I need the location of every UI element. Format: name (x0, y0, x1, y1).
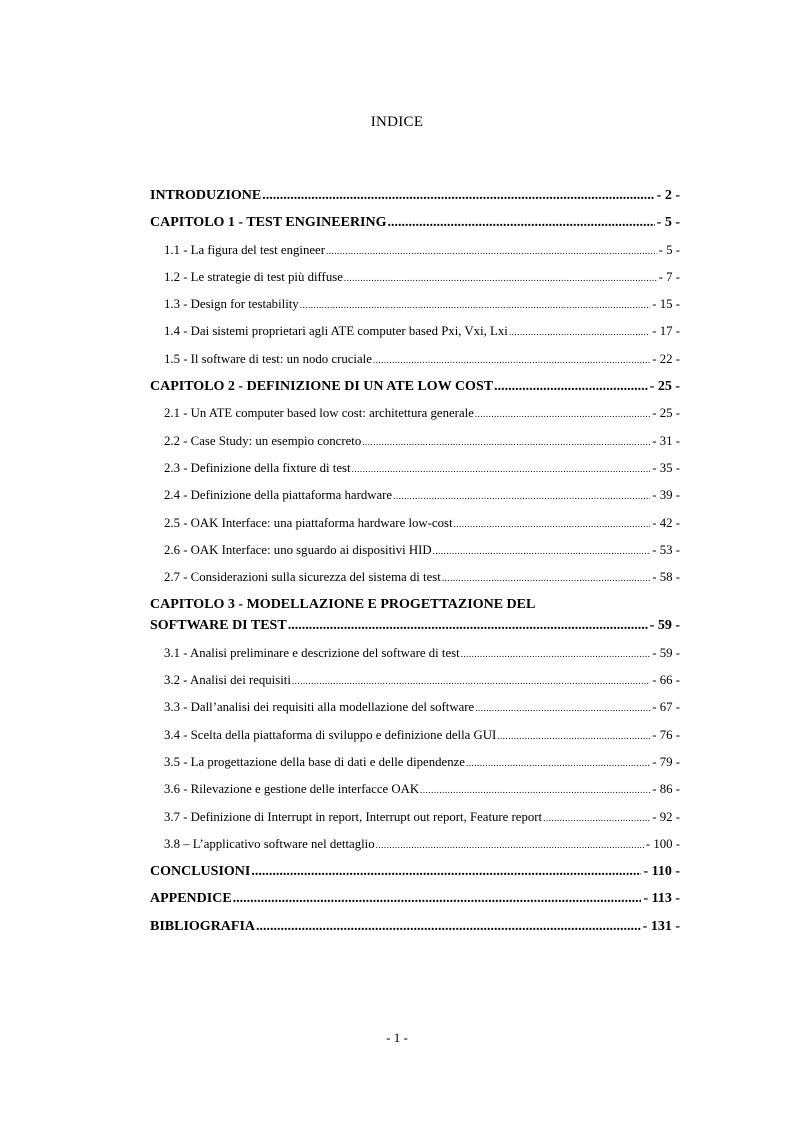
toc-entry-label: 3.6 - Rilevazione e gestione delle interfacce OAK (164, 782, 420, 797)
toc-entry-label: 3.1 - Analisi preliminare e descrizione del software di test (164, 645, 460, 660)
dot-leader (344, 270, 657, 285)
toc-entry-page: - 39 - (652, 488, 680, 503)
dot-leader (433, 543, 651, 558)
toc-entry-section[interactable] (150, 570, 680, 597)
dot-leader (466, 755, 650, 770)
dot-leader (420, 782, 650, 797)
toc-entry-label: 1.1 - La figura del test engineer (164, 242, 325, 257)
toc-entry-section[interactable] (150, 243, 680, 270)
toc-entry-section[interactable] (150, 461, 680, 488)
toc-entry-label: BIBLIOGRAFIA (150, 918, 256, 934)
toc-entry-label-continued: SOFTWARE DI TEST (150, 618, 287, 634)
toc-entry-page: - 113 - (643, 891, 680, 907)
toc-entry-page: - 76 - (652, 727, 680, 742)
toc-entry-label: 2.7 - Considerazioni sulla sicurezza del sistema di test (164, 570, 441, 585)
toc-entry-label: CONCLUSIONI (150, 864, 251, 880)
toc-entry-section[interactable] (150, 516, 680, 543)
toc-entry-label: CAPITOLO 1 - TEST ENGINEERING (150, 215, 387, 231)
toc-entry-label: 1.3 - Design for testability (164, 297, 299, 312)
toc-entry-label: 1.5 - Il software di test: un nodo cruciale (164, 351, 372, 366)
dot-leader (251, 864, 641, 880)
toc-entry-label: INTRODUZIONE (150, 188, 262, 203)
toc-entry-label: CAPITOLO 2 - DEFINIZIONE DI UN ATE LOW COST (150, 379, 494, 395)
dot-leader (352, 461, 651, 476)
toc-entry-section[interactable] (150, 755, 680, 782)
dot-leader (362, 434, 650, 449)
toc-entry-section[interactable] (150, 488, 680, 515)
toc-entry-page: - 100 - (645, 836, 680, 851)
toc-entry-section[interactable] (150, 837, 680, 864)
toc-entry-page: - 5 - (656, 215, 680, 231)
toc-entry-label: 3.5 - La progettazione della base di dati e delle dipendenze (164, 754, 465, 769)
dot-leader (494, 379, 648, 395)
dot-leader (461, 646, 651, 661)
toc-entry-section[interactable] (150, 406, 680, 433)
toc-entry-label: 2.1 - Un ATE computer based low cost: architettura generale (164, 406, 474, 421)
toc-entry-page: - 22 - (652, 351, 680, 366)
toc-entry-page: - 2 - (656, 188, 680, 203)
toc-entry-label: 1.2 - Le strategie di test più diffuse (164, 269, 343, 284)
toc-entry-chapter[interactable] (150, 188, 680, 215)
toc-entry-page: - 59 - (649, 618, 680, 634)
dot-leader (442, 570, 650, 585)
dot-leader (288, 618, 648, 634)
toc-entry-section[interactable] (150, 700, 680, 727)
dot-leader (543, 810, 650, 825)
toc-entry-chapter[interactable] (150, 597, 680, 645)
toc-entry-page: - 35 - (652, 460, 680, 475)
toc-entry-section[interactable] (150, 673, 680, 700)
toc-entry-section[interactable] (150, 782, 680, 809)
dot-leader (454, 516, 651, 531)
dot-leader (233, 891, 642, 907)
dot-leader (475, 700, 650, 715)
toc-entry-section[interactable] (150, 270, 680, 297)
dot-leader (376, 837, 644, 852)
dot-leader (388, 215, 655, 231)
toc-entry-chapter[interactable] (150, 379, 680, 406)
toc-entry-label: 2.5 - OAK Interface: una piattaforma hardware low-cost (164, 515, 453, 530)
dot-leader (475, 406, 650, 421)
toc-entry-label: 3.3 - Dall’analisi dei requisiti alla modellazione del software (164, 700, 475, 715)
toc-entry-label: 2.4 - Definizione della piattaforma hardware (164, 488, 393, 503)
toc-entry-label: 3.2 - Analisi dei requisiti (164, 673, 291, 688)
toc-entry-page: - 15 - (652, 297, 680, 312)
toc-entry-label: 3.4 - Scelta della piattaforma di sviluppo e definizione della GUI (164, 727, 497, 742)
toc-entry-page: - 66 - (652, 673, 680, 688)
toc-entry-page: - 53 - (652, 542, 680, 557)
toc-entry-chapter[interactable] (150, 919, 680, 946)
dot-leader (300, 297, 651, 312)
toc-entry-label: 2.3 - Definizione della fixture di test (164, 460, 351, 475)
toc-entry-page: - 25 - (652, 406, 680, 421)
toc-entry-label: 3.8 – L’applicativo software nel dettaglio (164, 836, 375, 851)
dot-leader (262, 188, 654, 204)
toc-entry-page: - 131 - (642, 918, 680, 934)
toc-entry-label: 3.7 - Definizione di Interrupt in report, Interrupt out report, Feature report (164, 809, 543, 824)
toc-entry-page: - 31 - (652, 433, 680, 448)
toc-entry-page: - 58 - (652, 570, 680, 585)
dot-leader (326, 243, 657, 258)
toc-entry-section[interactable] (150, 324, 680, 351)
toc-entry-section[interactable] (150, 728, 680, 755)
toc-entry-label: 2.2 - Case Study: un esempio concreto (164, 433, 362, 448)
dot-leader (292, 673, 650, 688)
toc-entry-section[interactable] (150, 810, 680, 837)
toc-entry-chapter[interactable] (150, 864, 680, 891)
toc-entry-label: CAPITOLO 3 - MODELLAZIONE E PROGETTAZIONE DEL (150, 597, 536, 613)
table-of-contents (150, 188, 680, 946)
toc-entry-page: - 110 - (643, 864, 680, 880)
toc-entry-section[interactable] (150, 352, 680, 379)
toc-entry-page: - 7 - (658, 269, 680, 284)
toc-entry-page: - 59 - (652, 645, 680, 660)
toc-entry-section[interactable] (150, 543, 680, 570)
toc-entry-page: - 92 - (652, 809, 680, 824)
toc-entry-section[interactable] (150, 646, 680, 673)
toc-entry-page: - 67 - (652, 700, 680, 715)
dot-leader (256, 919, 641, 935)
page-title: INDICE (370, 114, 424, 130)
toc-entry-page: - 79 - (652, 754, 680, 769)
toc-entry-label: 2.6 - OAK Interface: uno sguardo ai dispositivi HID (164, 542, 432, 557)
toc-entry-page: - 25 - (649, 379, 680, 395)
toc-entry-chapter[interactable] (150, 215, 680, 242)
page-number: - 1 - (386, 1030, 408, 1045)
toc-entry-label: 1.4 - Dai sistemi proprietari agli ATE computer based Pxi, Vxi, Lxi (164, 324, 508, 339)
dot-leader (393, 488, 650, 503)
dot-leader (373, 352, 650, 367)
toc-entry-page: - 17 - (652, 324, 680, 339)
toc-entry-page: - 42 - (652, 515, 680, 530)
toc-entry-section[interactable] (150, 434, 680, 461)
dot-leader (509, 324, 650, 339)
dot-leader (497, 728, 650, 743)
toc-entry-page: - 5 - (658, 242, 680, 257)
toc-entry-section[interactable] (150, 297, 680, 324)
toc-entry-chapter[interactable] (150, 891, 680, 918)
toc-entry-label: APPENDICE (150, 891, 232, 907)
toc-entry-page: - 86 - (652, 782, 680, 797)
